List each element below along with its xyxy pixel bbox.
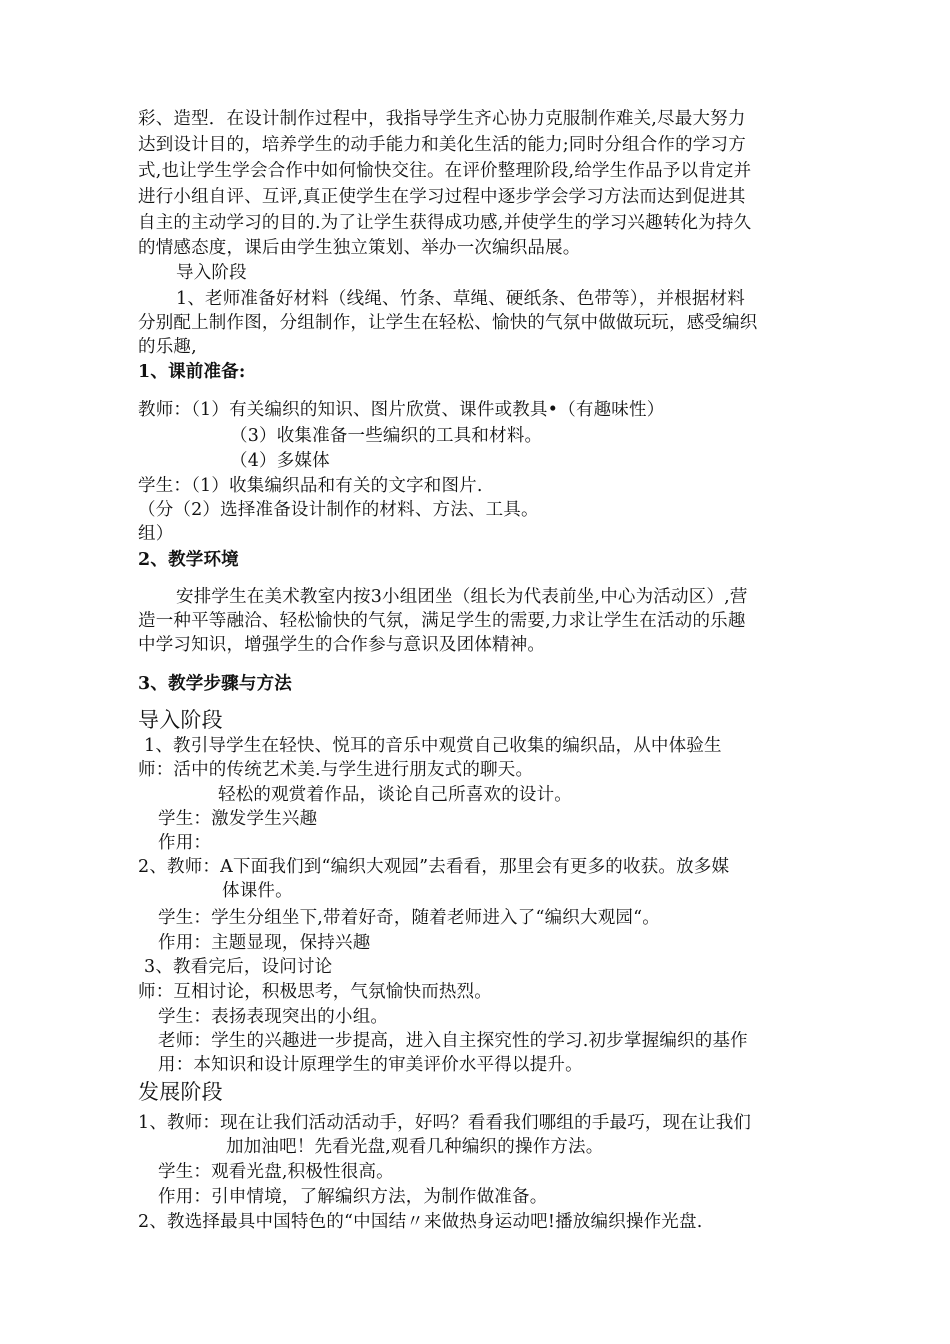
step-line: 2、教选择最具中国特色的“中国结〃来做热身运动吧!播放编织操作光盘. — [138, 1212, 703, 1232]
step-line: 2、教师：A下面我们到“编织大观园”去看看，那里会有更多的收获。放多媒 — [138, 857, 730, 877]
step-line: 用：本知识和设计原理学生的审美评价水平得以提升。 — [158, 1055, 583, 1075]
teacher-line: 教师：（1）有关编织的知识、图片欣赏、课件或教具•（有趣味性） — [138, 400, 665, 420]
stage-heading: 导入阶段 — [138, 708, 223, 732]
student-line: 组） — [138, 524, 174, 544]
section-heading: 2、教学环境 — [138, 550, 239, 570]
step-line: 作用：引申情境，了解编织方法，为制作做准备。 — [158, 1187, 548, 1207]
step-line: 作用： — [158, 833, 212, 853]
paragraph-line: 的乐趣, — [138, 337, 197, 357]
paragraph-line: 彩、造型．在设计制作过程中，我指导学生齐心协力克服制作难关,尽最大努力 — [138, 109, 746, 129]
step-line: 学生：观看光盘,积极性很高。 — [158, 1162, 394, 1182]
step-line: 学生：激发学生兴趣 — [158, 809, 318, 829]
teacher-line: （3）收集准备一些编织的工具和材料。 — [230, 426, 543, 446]
paragraph-line: 式,也让学生学会合作中如何愉快交往。在评价整理阶段,给学生作品予以肯定并 — [138, 161, 752, 181]
paragraph-line: 安排学生在美术教室内按3小组团坐（组长为代表前坐,中心为活动区）,营 — [176, 587, 748, 607]
student-line: 学生：（1）收集编织品和有关的文字和图片. — [138, 476, 483, 496]
step-line: 作用：主题显现，保持兴趣 — [158, 933, 371, 953]
step-line: 轻松的观赏着作品，谈论自己所喜欢的设计。 — [218, 785, 572, 805]
section-heading: 1、课前准备: — [138, 362, 246, 382]
step-line: 3、教看完后，设问讨论 — [144, 957, 333, 977]
paragraph-line: 的情感态度，课后由学生独立策划、举办一次编织品展。 — [138, 238, 581, 258]
step-line: 老师：学生的兴趣进一步提高，进入自主探究性的学习.初步掌握编织的基作 — [158, 1031, 748, 1051]
step-line: 体课件。 — [222, 881, 293, 901]
stage-heading: 导入阶段 — [176, 263, 247, 283]
paragraph-line: 造一种平等融洽、轻松愉快的气氛，满足学生的需要,力求让学生在活动的乐趣 — [138, 611, 746, 631]
step-line: 师：活中的传统艺术美.与学生进行朋友式的聊天。 — [138, 760, 534, 780]
step-line: 学生：表扬表现突出的小组。 — [158, 1007, 389, 1027]
paragraph-line: 中学习知识，增强学生的合作参与意识及团体精神。 — [138, 635, 546, 655]
teacher-line: （4）多媒体 — [230, 451, 330, 471]
step-line: 加加油吧！先看光盘,观看几种编织的操作方法。 — [226, 1137, 604, 1157]
paragraph-line: 分别配上制作图，分组制作，让学生在轻松、愉快的气氛中做做玩玩，感受编织 — [138, 313, 758, 333]
step-line: 1、教引导学生在轻快、悦耳的音乐中观赏自己收集的编织品，从中体验生 — [144, 736, 722, 756]
step-line: 师：互相讨论，积极思考，气氛愉快而热烈。 — [138, 982, 492, 1002]
section-heading: 3、教学步骤与方法 — [138, 674, 292, 694]
paragraph-line: 达到设计目的，培养学生的动手能力和美化生活的能力;同时分组合作的学习方 — [138, 135, 746, 155]
paragraph-line: 自主的主动学习的目的.为了让学生获得成功感,并使学生的学习兴趣转化为持久 — [138, 213, 752, 233]
paragraph-line: 1、老师准备好材料（线绳、竹条、草绳、硬纸条、色带等），并根据材料 — [176, 289, 745, 309]
student-line: （分（2）选择准备设计制作的材料、方法、工具。 — [138, 500, 539, 520]
stage-heading: 发展阶段 — [138, 1080, 223, 1104]
paragraph-line: 进行小组自评、互评,真正使学生在学习过程中逐步学会学习方法而达到促进其 — [138, 187, 746, 207]
step-line: 学生：学生分组坐下,带着好奇，随着老师进入了“编织大观园“。 — [158, 908, 660, 928]
step-line: 1、教师：现在让我们活动活动手，好吗？看看我们哪组的手最巧，现在让我们 — [138, 1113, 752, 1133]
